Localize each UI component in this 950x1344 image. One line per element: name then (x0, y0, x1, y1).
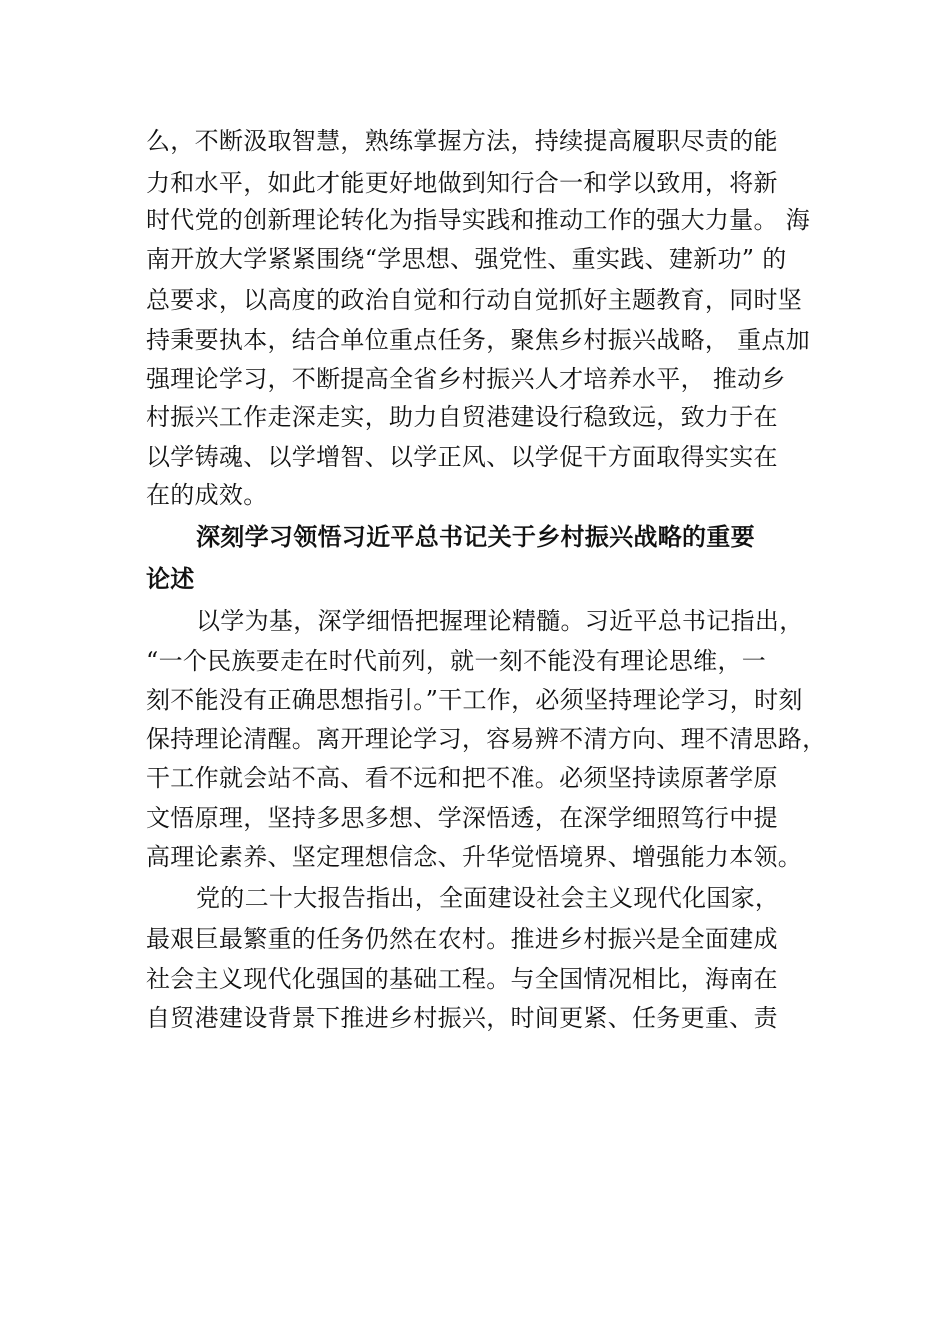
paragraph-line: 南开放大学紧紧围绕“学思想、强党性、重实践、建新功” 的 (146, 245, 787, 273)
paragraph-line: 以学为基，深学细悟把握理论精髓。习近平总书记指出， (196, 607, 804, 635)
section-heading-line: 论述 (146, 565, 195, 593)
paragraph-line: 保持理论清醒。离开理论学习，容易辨不清方向、理不清思路， (146, 725, 827, 753)
paragraph-line: 自贸港建设背景下推进乡村振兴，时间更紧、任务更重、责 (146, 1004, 778, 1032)
paragraph-line: 党的二十大报告指出，全面建设社会主义现代化国家， (196, 884, 780, 912)
paragraph-line: 最艰巨最繁重的任务仍然在农村。推进乡村振兴是全面建成 (146, 925, 778, 953)
paragraph-line: “一个民族要走在时代前列，就一刻不能没有理论思维，一 (146, 647, 767, 675)
paragraph-line: 高理论素养、坚定理想信念、升华觉悟境界、增强能力本领。 (146, 843, 803, 871)
paragraph-line: 力和水平，如此才能更好地做到知行合一和学以致用，将新 (146, 169, 778, 197)
paragraph-line: 总要求，以高度的政治自觉和行动自觉抓好主题教育，同时坚 (146, 286, 803, 314)
paragraph-line: 在的成效。 (146, 481, 268, 509)
paragraph-line: 村振兴工作走深走实，助力自贸港建设行稳致远，致力于在 (146, 403, 778, 431)
paragraph-line: 么，不断汲取智慧，熟练掌握方法，持续提高履职尽责的能 (146, 127, 778, 155)
paragraph-line: 时代党的创新理论转化为指导实践和推动工作的强大力量。 海 (146, 206, 811, 234)
paragraph-line: 持秉要执本，结合单位重点任务，聚焦乡村振兴战略， 重点加 (146, 326, 811, 354)
paragraph-line: 强理论学习，不断提高全省乡村振兴人才培养水平， 推动乡 (146, 365, 786, 393)
section-heading-line: 深刻学习领悟习近平总书记关于乡村振兴战略的重要 (196, 523, 755, 551)
paragraph-line: 干工作就会站不高、看不远和把不准。必须坚持读原著学原 (146, 764, 778, 792)
paragraph-line: 社会主义现代化强国的基础工程。与全国情况相比，海南在 (146, 965, 778, 993)
paragraph-line: 以学铸魂、以学增智、以学正风、以学促干方面取得实实在 (146, 443, 778, 471)
paragraph-line: 刻不能没有正确思想指引。”干工作，必须坚持理论学习，时刻 (146, 686, 803, 714)
paragraph-line: 文悟原理，坚持多思多想、学深悟透，在深学细照笃行中提 (146, 804, 778, 832)
